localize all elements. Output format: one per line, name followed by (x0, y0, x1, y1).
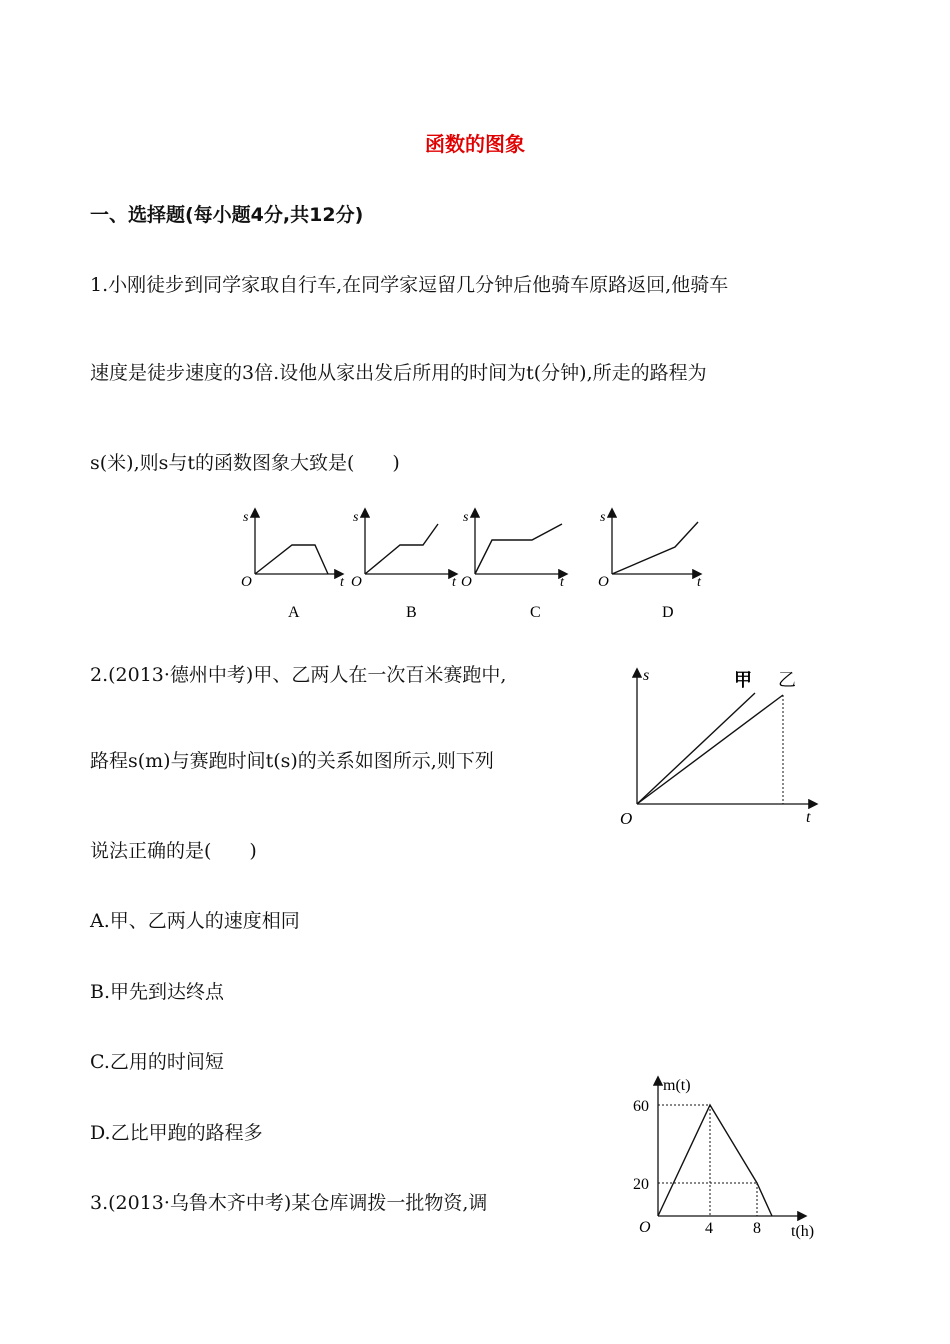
q3-graph (625, 1068, 830, 1248)
graph-a-o: O (241, 574, 252, 590)
q1-line-3: s(米),则s与t的函数图象大致是( ) (90, 452, 400, 474)
q1-graphs (230, 500, 720, 630)
q2-line-1: 2.(2013·德州中考)甲、乙两人在一次百米赛跑中, (90, 664, 507, 686)
q3-line-1: 3.(2013·乌鲁木齐中考)某仓库调拨一批物资,调 (90, 1192, 488, 1214)
q3-x-tick-8: 8 (753, 1220, 761, 1237)
q2-line-3: 说法正确的是( ) (90, 840, 257, 862)
q3-y-tick-60: 60 (633, 1098, 649, 1115)
q3-y-label: m(t) (663, 1077, 691, 1094)
q2-origin: O (620, 809, 633, 828)
graph-c (461, 510, 566, 621)
graph-a (241, 510, 345, 621)
q3-x-tick-4: 4 (705, 1220, 713, 1237)
option-b: B (406, 604, 417, 621)
graph-c-y: s (463, 510, 469, 525)
option-d: D (662, 604, 674, 621)
graph-d-x: t (697, 575, 701, 590)
graph-c-x: t (560, 575, 564, 590)
graph-d-y: s (600, 510, 606, 525)
graph-c-o: O (461, 574, 472, 590)
option-a: A (288, 604, 300, 621)
graph-a-x: t (340, 575, 344, 590)
q3-origin: O (639, 1219, 651, 1236)
q2-x-label: t (806, 809, 811, 826)
graph-b-o: O (351, 574, 362, 590)
q2-y-label: s (643, 667, 650, 684)
q2-jia-label: 甲 (734, 670, 752, 691)
option-c: C (530, 604, 541, 621)
q3-x-label: t(h) (791, 1223, 815, 1240)
graph-d-o: O (598, 574, 609, 590)
q2-yi-label: 乙 (778, 670, 796, 691)
graph-a-y: s (243, 510, 249, 525)
q2-line-2: 路程s(m)与赛跑时间t(s)的关系如图所示,则下列 (90, 750, 494, 772)
q2-choice-c: C.乙用的时间短 (90, 1051, 224, 1073)
q2-choice-a: A.甲、乙两人的速度相同 (90, 910, 300, 932)
q1-line-1: 1.小刚徒步到同学家取自行车,在同学家逗留几分钟后他骑车原路返回,他骑车 (90, 274, 729, 296)
q1-line-2: 速度是徒步速度的3倍.设他从家出发后所用的时间为t(分钟),所走的路程为 (90, 362, 707, 384)
q2-choice-b: B.甲先到达终点 (90, 981, 225, 1003)
graph-d (598, 510, 702, 621)
q2-choice-d: D.乙比甲跑的路程多 (90, 1122, 263, 1144)
q3-y-tick-20: 20 (633, 1176, 649, 1193)
q2-graph (610, 660, 830, 830)
graph-b (351, 510, 457, 621)
section-heading: 一、选择题(每小题4分,共12分) (90, 204, 364, 226)
page-title: 函数的图象 (425, 132, 525, 156)
graph-b-y: s (353, 510, 359, 525)
graph-b-x: t (452, 575, 456, 590)
